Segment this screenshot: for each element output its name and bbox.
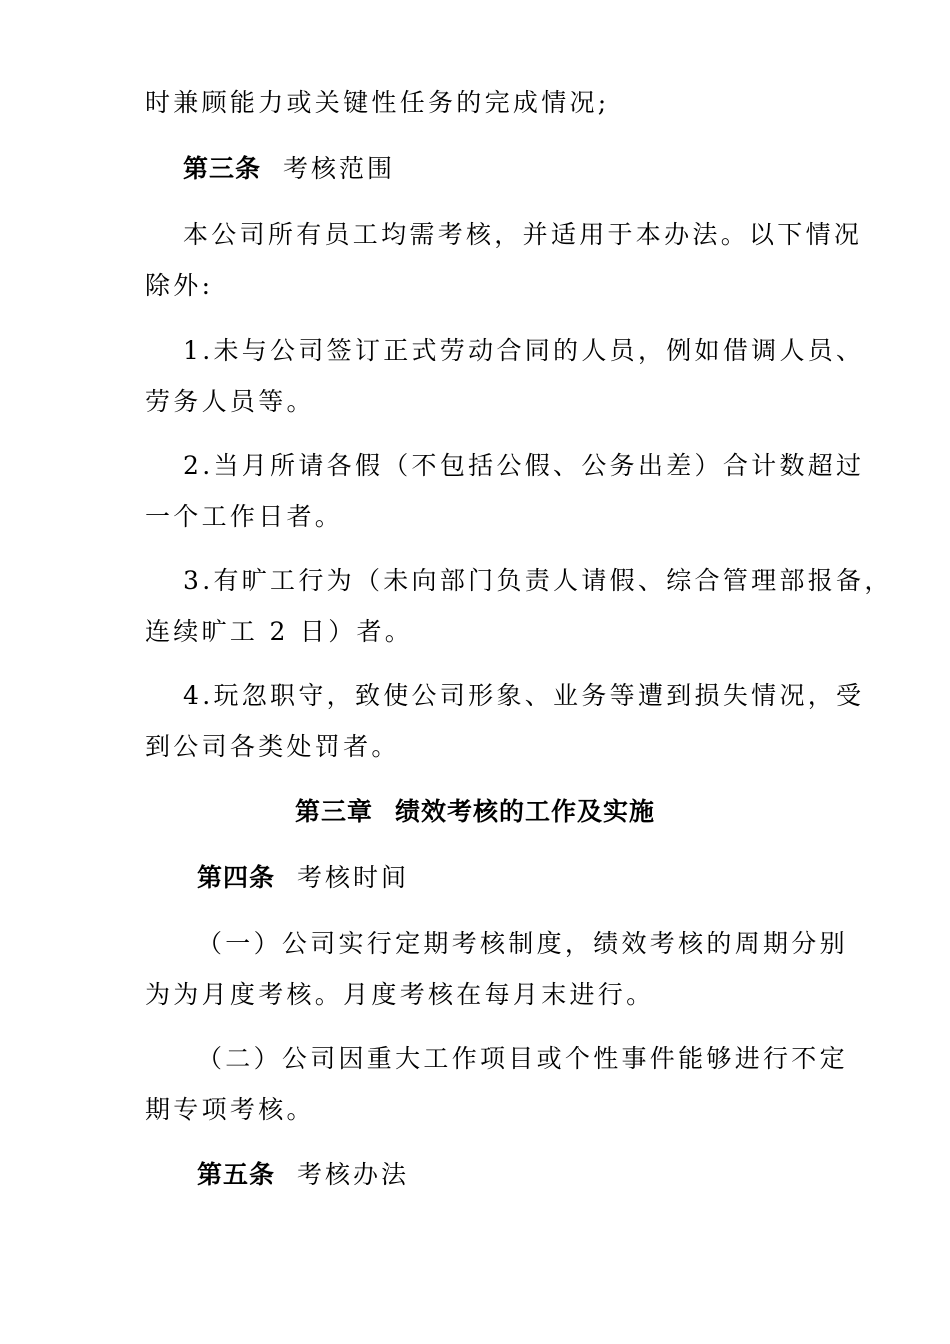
exclusion-item-2-line-2: 一个工作日者。 (145, 502, 344, 531)
exclusion-item-4-line-2: 到公司各类处罚者。 (145, 732, 400, 761)
article-4-p2-line-2: 期专项考核。 (145, 1095, 315, 1124)
exclusion-item-1-line-2: 劳务人员等。 (145, 387, 315, 416)
exclusion-item-1-line-1: 1.未与公司签订正式劳动合同的人员，例如借调人员、 (183, 336, 865, 365)
article-3-name: 考核范围 (283, 154, 396, 183)
article-5-name: 考核办法 (297, 1160, 410, 1189)
article-4-p1-line-1: （一）公司实行定期考核制度，绩效考核的周期分别 (197, 929, 848, 958)
article-4-p1-line-2: 为为月度考核。月度考核在每月末进行。 (145, 980, 655, 1009)
article-4-p2-line-1: （二）公司因重大工作项目或个性事件能够进行不定 (197, 1044, 848, 1073)
article-3-intro-line-2: 除外: (145, 271, 214, 300)
article-3-intro-line-1: 本公司所有员工均需考核，并适用于本办法。以下情况 (183, 220, 863, 249)
exclusion-item-2-line-1: 2.当月所请各假（不包括公假、公务出差）合计数超过 (183, 451, 865, 480)
article-4-number: 第四条 (197, 863, 276, 892)
article-3-number: 第三条 (183, 154, 262, 183)
article-4-heading (197, 863, 887, 893)
chapter-3-title: 绩效考核的工作及实施 (395, 797, 656, 826)
article-3-heading (183, 154, 873, 184)
exclusion-item-3-line-1: 3.有旷工行为（未向部门负责人请假、综合管理部报备， (183, 566, 893, 595)
paragraph-continuation: 时兼顾能力或关键性任务的完成情况; (145, 88, 610, 117)
article-5-heading (197, 1160, 887, 1190)
chapter-3-heading (0, 797, 950, 827)
exclusion-item-4-line-1: 4.玩忽职守，致使公司形象、业务等遭到损失情况，受 (183, 681, 865, 710)
exclusion-item-3-line-2: 连续旷工 2 日）者。 (145, 617, 414, 646)
article-4-name: 考核时间 (297, 863, 410, 892)
article-5-number: 第五条 (197, 1160, 276, 1189)
chapter-3-number: 第三章 (294, 797, 373, 826)
